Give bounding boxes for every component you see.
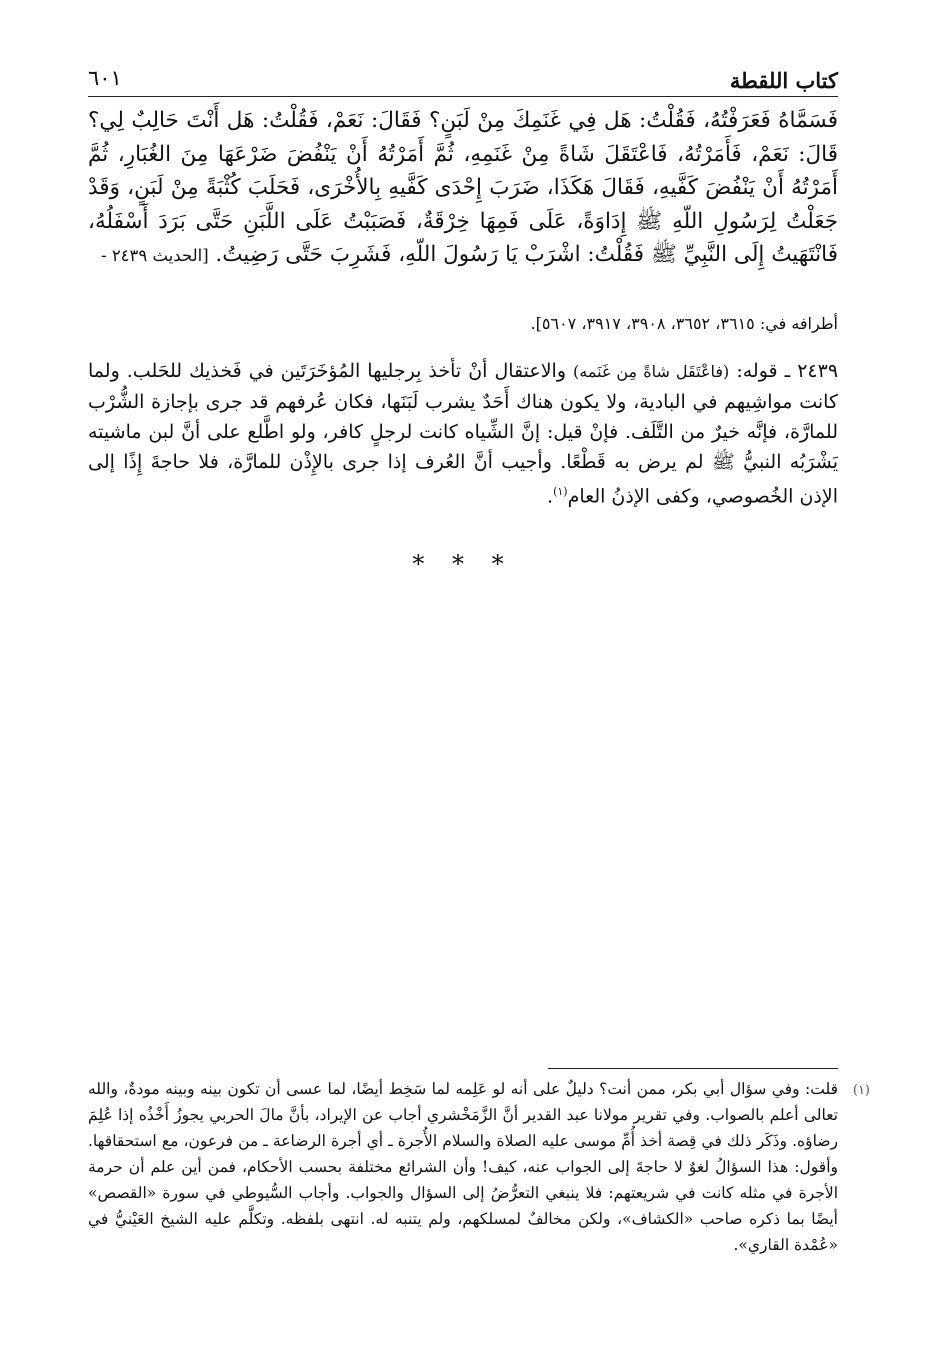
footnote-marker: (١) [852,1083,870,1098]
commentary-lead: ٢٤٣٩ ـ قوله: [736,360,839,382]
commentary-end: . [547,485,554,508]
page-number: ٦٠١ [88,66,122,90]
commentary-body: والاعتقال أنْ تأخذ بِرجليها المُؤخَرَتَين في فَخذيك للحَلب. ولما كانت مواشِيهم في البادية، ولا يكون هناك أَحَدٌ يشرب لَبَنَها، فكان عُرفهم قد جرى بإجازة الشُّرْب للمارَّة، فإنَّه خيرٌ من التَّلَف. فإنْ قيل: إنَّ الشِّياه كانت لرجلٍ كافر، ولو اطَّلع على أنَّ لبن ماشيته يَشْرَبُه النبيُّ ﷺ لم يرض به قَطْعًا. وأجيب أنَّ العُرف إذا جرى بالإِذْن للمارَّة، فلا حاجةَ إِذًا إلى الإذن الخُصوصي، وكفى الإذنُ العام [88,360,838,508]
commentary-paragraph [88,356,838,511]
commentary-quote: (فاعْتَقَل شاةً مِن غَنَمه) [573,362,730,381]
book-title: كتاب اللقطة [729,68,838,93]
hadith-text-block [88,104,838,273]
footnote-text: قلت: وفي سؤال أبي بكر، ممن أنت؟ دليلٌ على أنه لو عَلِمه لما سَخِط أيضًا، لما عسى أن تكون بينه وبينه مودةٌ، والله تعالى أعلم بالصواب. وفي تقرير مولانا عبد القدير أنَّ الزَّمَخْشري أجاب عن الإيراد، بأنَّ مالَ الحربي يجوزُ أَخْذُه إذا عُلِمَ رضاؤه. وذَكَر ذلك في قِصة أخذ أُمِّ موسى عليه الصلاة والسلام الأُجرة ـ أي أجرة الرضاعة ـ من فرعون، مع استحقاقها. وأقول: هذا السؤالُ لغوٌ لا حاجةَ إلى الجواب عنه، كيف! وأن الشرائع مختلفة بحسب الأحكام، فمن أين علم أن حرمة الأجرة في مثله كانت في شريعتهم: فلا ينبغي التعرُّضُ إلى السؤال والجواب. وأجاب السُّيوطي في سورة «القصص» أيضًا بما ذكره صاحب «الكشاف»، ولكن مخالفٌ لمسلكهم، ولم يتنبه له. انتهى بلفظه. وتكلَّم عليه الشيخ العَيْنيُّ في «عُمْدة القاري». [88,1080,838,1254]
hadith-text: فَسَمَّاهُ فَعَرَفْتُهُ، فَقُلْتُ: هَل فِي غَنَمِكَ مِنْ لَبَنٍ؟ فَقَالَ: نَعَمْ، فَقُلْتُ: هَل أَنْتَ حَالِبٌ لِي؟ قَالَ: نَعَمْ، فَأَمَرْتُهُ، فَاعْتَقَلَ شَاةً مِنْ غَنَمِهِ، ثُمَّ أَمَرْتُهُ أَنْ يَنْفُضَ ضَرْعَهَا مِنَ الغُبَارِ، ثُمَّ أَمَرْتُهُ أَنْ يَنْفُضَ كَفَّيهِ، فَقَالَ هَكَذَا، ضَرَبَ إِحْدَى كَفَّيهِ بِالأُخْرَى، فَحَلَبَ كُثْبَةً مِنْ لَبَنٍ، وَقَدْ جَعَلْتُ لِرَسُولِ اللّهِ ﷺ إِدَاوَةً، عَلَى فَمِهَا خِرْقَةٌ، فَصَبَبْتُ عَلَى اللَّبَنِ حَتَّى بَرَدَ أَسْفَلُهُ، فَانْتَهَيتُ إِلَى النَّبِيِّ ﷺ فَقُلْتُ: اشْرَبْ يَا رَسُولَ اللّهِ، فَشَرِبَ حَتَّى رَضِيتُ. [88,108,838,268]
hadith-reference: [الحديث ٢٤٣٩ - [100,246,209,266]
atraf-line: أطرافه في: ٣٦١٥، ٣٦٥٢، ٣٩٠٨، ٣٩١٧، ٥٦٠٧]. [530,314,838,333]
page-header [88,62,838,97]
footnote-reference: (١) [553,485,568,498]
section-separator: * * * [412,550,514,578]
footnote-divider [548,1068,838,1069]
footnote [88,1076,870,1258]
